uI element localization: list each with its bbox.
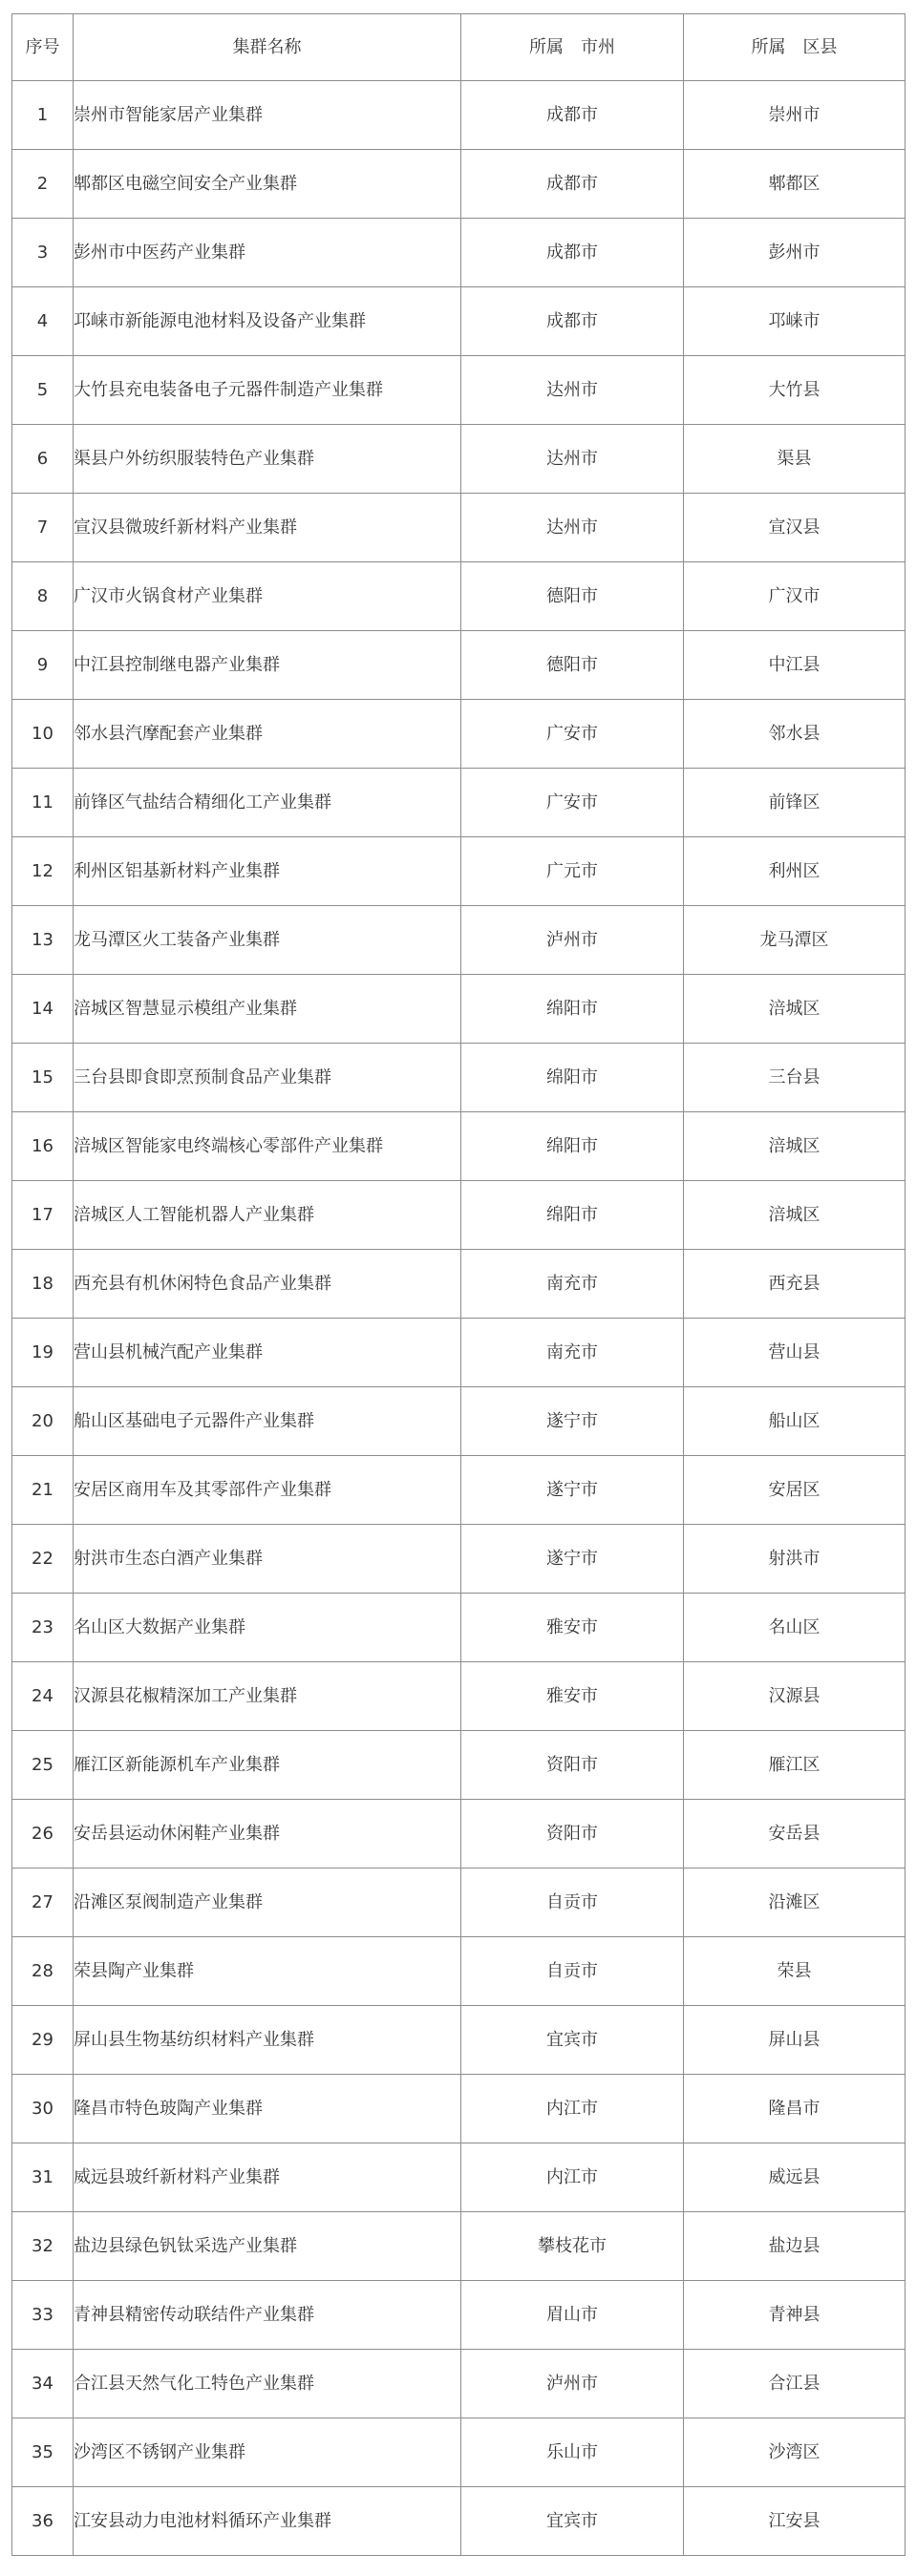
row-cluster-name-cell: 盐边县绿色钒钛采选产业集群 xyxy=(74,2212,461,2281)
table-row xyxy=(12,2487,905,2556)
row-city-cell: 达州市 xyxy=(461,425,684,494)
table-row xyxy=(12,1731,905,1800)
row-city-cell: 雅安市 xyxy=(461,1662,684,1731)
row-county-cell: 邻水县 xyxy=(684,700,905,769)
row-county-cell: 合江县 xyxy=(684,2350,905,2418)
row-county-cell: 涪城区 xyxy=(684,1181,905,1250)
row-cluster-name-cell: 船山区基础电子元器件产业集群 xyxy=(74,1387,461,1456)
table-row xyxy=(12,1456,905,1525)
row-city-cell: 广安市 xyxy=(461,769,684,837)
table-row xyxy=(12,906,905,975)
row-cluster-name-cell: 彭州市中医药产业集群 xyxy=(74,219,461,287)
row-seq-cell: 12 xyxy=(12,837,74,906)
row-county-cell: 三台县 xyxy=(684,1044,905,1112)
row-county-cell: 威远县 xyxy=(684,2143,905,2212)
header-cluster-name: 集群名称 xyxy=(74,14,461,81)
row-county-cell: 营山县 xyxy=(684,1319,905,1387)
row-cluster-name-cell: 名山区大数据产业集群 xyxy=(74,1594,461,1662)
row-cluster-name-cell: 威远县玻纤新材料产业集群 xyxy=(74,2143,461,2212)
row-cluster-name-cell: 荣县陶产业集群 xyxy=(74,1937,461,2006)
row-city-cell: 自贡市 xyxy=(461,1869,684,1937)
row-cluster-name-cell: 渠县户外纺织服装特色产业集群 xyxy=(74,425,461,494)
row-cluster-name-cell: 前锋区气盐结合精细化工产业集群 xyxy=(74,769,461,837)
row-seq-cell: 1 xyxy=(12,81,74,150)
header-row xyxy=(12,14,905,81)
row-cluster-name-cell: 崇州市智能家居产业集群 xyxy=(74,81,461,150)
table-row xyxy=(12,700,905,769)
row-county-cell: 西充县 xyxy=(684,1250,905,1319)
row-city-cell: 德阳市 xyxy=(461,631,684,700)
row-city-cell: 广安市 xyxy=(461,700,684,769)
row-city-cell: 绵阳市 xyxy=(461,1181,684,1250)
row-cluster-name-cell: 江安县动力电池材料循环产业集群 xyxy=(74,2487,461,2556)
table-row xyxy=(12,1250,905,1319)
row-city-cell: 宜宾市 xyxy=(461,2006,684,2075)
table-header xyxy=(12,14,905,81)
row-seq-cell: 34 xyxy=(12,2350,74,2418)
row-county-cell: 船山区 xyxy=(684,1387,905,1456)
row-county-cell: 广汉市 xyxy=(684,562,905,631)
table-row xyxy=(12,494,905,562)
row-seq-cell: 5 xyxy=(12,356,74,425)
row-seq-cell: 14 xyxy=(12,975,74,1044)
row-cluster-name-cell: 郫都区电磁空间安全产业集群 xyxy=(74,150,461,219)
row-city-cell: 攀枝花市 xyxy=(461,2212,684,2281)
row-seq-cell: 26 xyxy=(12,1800,74,1869)
row-county-cell: 中江县 xyxy=(684,631,905,700)
row-city-cell: 泸州市 xyxy=(461,2350,684,2418)
row-county-cell: 屏山县 xyxy=(684,2006,905,2075)
row-county-cell: 崇州市 xyxy=(684,81,905,150)
row-seq-cell: 25 xyxy=(12,1731,74,1800)
table-row xyxy=(12,1937,905,2006)
row-cluster-name-cell: 西充县有机休闲特色食品产业集群 xyxy=(74,1250,461,1319)
cluster-table xyxy=(11,13,905,2556)
table-row xyxy=(12,1112,905,1181)
row-seq-cell: 21 xyxy=(12,1456,74,1525)
row-city-cell: 内江市 xyxy=(461,2143,684,2212)
row-city-cell: 遂宁市 xyxy=(461,1456,684,1525)
row-seq-cell: 32 xyxy=(12,2212,74,2281)
row-county-cell: 龙马潭区 xyxy=(684,906,905,975)
row-city-cell: 成都市 xyxy=(461,287,684,356)
row-city-cell: 达州市 xyxy=(461,494,684,562)
row-seq-cell: 29 xyxy=(12,2006,74,2075)
row-seq-cell: 8 xyxy=(12,562,74,631)
row-city-cell: 眉山市 xyxy=(461,2281,684,2350)
row-seq-cell: 10 xyxy=(12,700,74,769)
row-seq-cell: 24 xyxy=(12,1662,74,1731)
row-city-cell: 遂宁市 xyxy=(461,1387,684,1456)
row-cluster-name-cell: 中江县控制继电器产业集群 xyxy=(74,631,461,700)
table-row xyxy=(12,1387,905,1456)
table-row xyxy=(12,1525,905,1594)
row-city-cell: 成都市 xyxy=(461,219,684,287)
row-seq-cell: 15 xyxy=(12,1044,74,1112)
row-city-cell: 资阳市 xyxy=(461,1731,684,1800)
row-city-cell: 资阳市 xyxy=(461,1800,684,1869)
row-county-cell: 沙湾区 xyxy=(684,2418,905,2487)
row-city-cell: 南充市 xyxy=(461,1319,684,1387)
row-city-cell: 绵阳市 xyxy=(461,975,684,1044)
table-row xyxy=(12,1319,905,1387)
row-county-cell: 彭州市 xyxy=(684,219,905,287)
row-city-cell: 成都市 xyxy=(461,81,684,150)
row-seq-cell: 17 xyxy=(12,1181,74,1250)
row-county-cell: 邛崃市 xyxy=(684,287,905,356)
row-county-cell: 前锋区 xyxy=(684,769,905,837)
row-city-cell: 遂宁市 xyxy=(461,1525,684,1594)
row-seq-cell: 2 xyxy=(12,150,74,219)
row-city-cell: 成都市 xyxy=(461,150,684,219)
row-cluster-name-cell: 沙湾区不锈钢产业集群 xyxy=(74,2418,461,2487)
row-cluster-name-cell: 涪城区人工智能机器人产业集群 xyxy=(74,1181,461,1250)
row-county-cell: 青神县 xyxy=(684,2281,905,2350)
header-city: 所属 市州 xyxy=(461,14,684,81)
table-row xyxy=(12,1869,905,1937)
row-seq-cell: 3 xyxy=(12,219,74,287)
row-seq-cell: 30 xyxy=(12,2075,74,2143)
table-row xyxy=(12,1594,905,1662)
table-row xyxy=(12,1662,905,1731)
row-cluster-name-cell: 屏山县生物基纺织材料产业集群 xyxy=(74,2006,461,2075)
row-cluster-name-cell: 安岳县运动休闲鞋产业集群 xyxy=(74,1800,461,1869)
row-city-cell: 绵阳市 xyxy=(461,1044,684,1112)
row-city-cell: 泸州市 xyxy=(461,906,684,975)
row-cluster-name-cell: 龙马潭区火工装备产业集群 xyxy=(74,906,461,975)
row-seq-cell: 36 xyxy=(12,2487,74,2556)
table-row xyxy=(12,287,905,356)
table-row xyxy=(12,2006,905,2075)
header-seq: 序号 xyxy=(12,14,74,81)
row-county-cell: 利州区 xyxy=(684,837,905,906)
table-row xyxy=(12,2143,905,2212)
row-seq-cell: 13 xyxy=(12,906,74,975)
row-cluster-name-cell: 三台县即食即烹预制食品产业集群 xyxy=(74,1044,461,1112)
row-seq-cell: 35 xyxy=(12,2418,74,2487)
table-row xyxy=(12,1044,905,1112)
row-city-cell: 自贡市 xyxy=(461,1937,684,2006)
row-county-cell: 隆昌市 xyxy=(684,2075,905,2143)
row-county-cell: 涪城区 xyxy=(684,1112,905,1181)
row-county-cell: 盐边县 xyxy=(684,2212,905,2281)
row-seq-cell: 23 xyxy=(12,1594,74,1662)
row-seq-cell: 33 xyxy=(12,2281,74,2350)
table-row xyxy=(12,2350,905,2418)
row-county-cell: 涪城区 xyxy=(684,975,905,1044)
row-county-cell: 安岳县 xyxy=(684,1800,905,1869)
row-cluster-name-cell: 合江县天然气化工特色产业集群 xyxy=(74,2350,461,2418)
row-seq-cell: 20 xyxy=(12,1387,74,1456)
row-seq-cell: 9 xyxy=(12,631,74,700)
row-county-cell: 雁江区 xyxy=(684,1731,905,1800)
row-seq-cell: 31 xyxy=(12,2143,74,2212)
row-cluster-name-cell: 邛崃市新能源电池材料及设备产业集群 xyxy=(74,287,461,356)
row-cluster-name-cell: 广汉市火锅食材产业集群 xyxy=(74,562,461,631)
table-row xyxy=(12,1800,905,1869)
row-city-cell: 宜宾市 xyxy=(461,2487,684,2556)
row-seq-cell: 16 xyxy=(12,1112,74,1181)
row-seq-cell: 6 xyxy=(12,425,74,494)
row-seq-cell: 19 xyxy=(12,1319,74,1387)
row-seq-cell: 4 xyxy=(12,287,74,356)
row-seq-cell: 27 xyxy=(12,1869,74,1937)
row-city-cell: 达州市 xyxy=(461,356,684,425)
row-cluster-name-cell: 安居区商用车及其零部件产业集群 xyxy=(74,1456,461,1525)
table-row xyxy=(12,975,905,1044)
row-city-cell: 德阳市 xyxy=(461,562,684,631)
row-city-cell: 绵阳市 xyxy=(461,1112,684,1181)
row-county-cell: 沿滩区 xyxy=(684,1869,905,1937)
row-county-cell: 渠县 xyxy=(684,425,905,494)
row-cluster-name-cell: 青神县精密传动联结件产业集群 xyxy=(74,2281,461,2350)
row-city-cell: 南充市 xyxy=(461,1250,684,1319)
row-seq-cell: 22 xyxy=(12,1525,74,1594)
row-county-cell: 宣汉县 xyxy=(684,494,905,562)
table-row xyxy=(12,1181,905,1250)
row-cluster-name-cell: 汉源县花椒精深加工产业集群 xyxy=(74,1662,461,1731)
row-cluster-name-cell: 涪城区智慧显示模组产业集群 xyxy=(74,975,461,1044)
row-county-cell: 汉源县 xyxy=(684,1662,905,1731)
row-seq-cell: 18 xyxy=(12,1250,74,1319)
table-row xyxy=(12,356,905,425)
row-cluster-name-cell: 隆昌市特色玻陶产业集群 xyxy=(74,2075,461,2143)
row-cluster-name-cell: 营山县机械汽配产业集群 xyxy=(74,1319,461,1387)
table-row xyxy=(12,219,905,287)
row-cluster-name-cell: 宣汉县微玻纤新材料产业集群 xyxy=(74,494,461,562)
table-row xyxy=(12,562,905,631)
row-seq-cell: 28 xyxy=(12,1937,74,2006)
header-county: 所属 区县 xyxy=(684,14,905,81)
row-city-cell: 广元市 xyxy=(461,837,684,906)
table-row xyxy=(12,150,905,219)
table-row xyxy=(12,425,905,494)
row-cluster-name-cell: 涪城区智能家电终端核心零部件产业集群 xyxy=(74,1112,461,1181)
row-county-cell: 射洪市 xyxy=(684,1525,905,1594)
row-seq-cell: 11 xyxy=(12,769,74,837)
row-county-cell: 安居区 xyxy=(684,1456,905,1525)
table-row xyxy=(12,837,905,906)
row-county-cell: 名山区 xyxy=(684,1594,905,1662)
table-row xyxy=(12,2418,905,2487)
row-cluster-name-cell: 利州区铝基新材料产业集群 xyxy=(74,837,461,906)
row-county-cell: 郫都区 xyxy=(684,150,905,219)
table-row xyxy=(12,2281,905,2350)
row-city-cell: 雅安市 xyxy=(461,1594,684,1662)
row-county-cell: 江安县 xyxy=(684,2487,905,2556)
row-cluster-name-cell: 大竹县充电装备电子元器件制造产业集群 xyxy=(74,356,461,425)
table-body xyxy=(12,81,905,2556)
table-row xyxy=(12,81,905,150)
row-seq-cell: 7 xyxy=(12,494,74,562)
table-row xyxy=(12,2075,905,2143)
row-county-cell: 大竹县 xyxy=(684,356,905,425)
row-cluster-name-cell: 邻水县汽摩配套产业集群 xyxy=(74,700,461,769)
row-city-cell: 乐山市 xyxy=(461,2418,684,2487)
row-city-cell: 内江市 xyxy=(461,2075,684,2143)
row-cluster-name-cell: 沿滩区泵阀制造产业集群 xyxy=(74,1869,461,1937)
row-cluster-name-cell: 射洪市生态白酒产业集群 xyxy=(74,1525,461,1594)
table-row xyxy=(12,769,905,837)
row-cluster-name-cell: 雁江区新能源机车产业集群 xyxy=(74,1731,461,1800)
table-row xyxy=(12,631,905,700)
table-row xyxy=(12,2212,905,2281)
row-county-cell: 荣县 xyxy=(684,1937,905,2006)
